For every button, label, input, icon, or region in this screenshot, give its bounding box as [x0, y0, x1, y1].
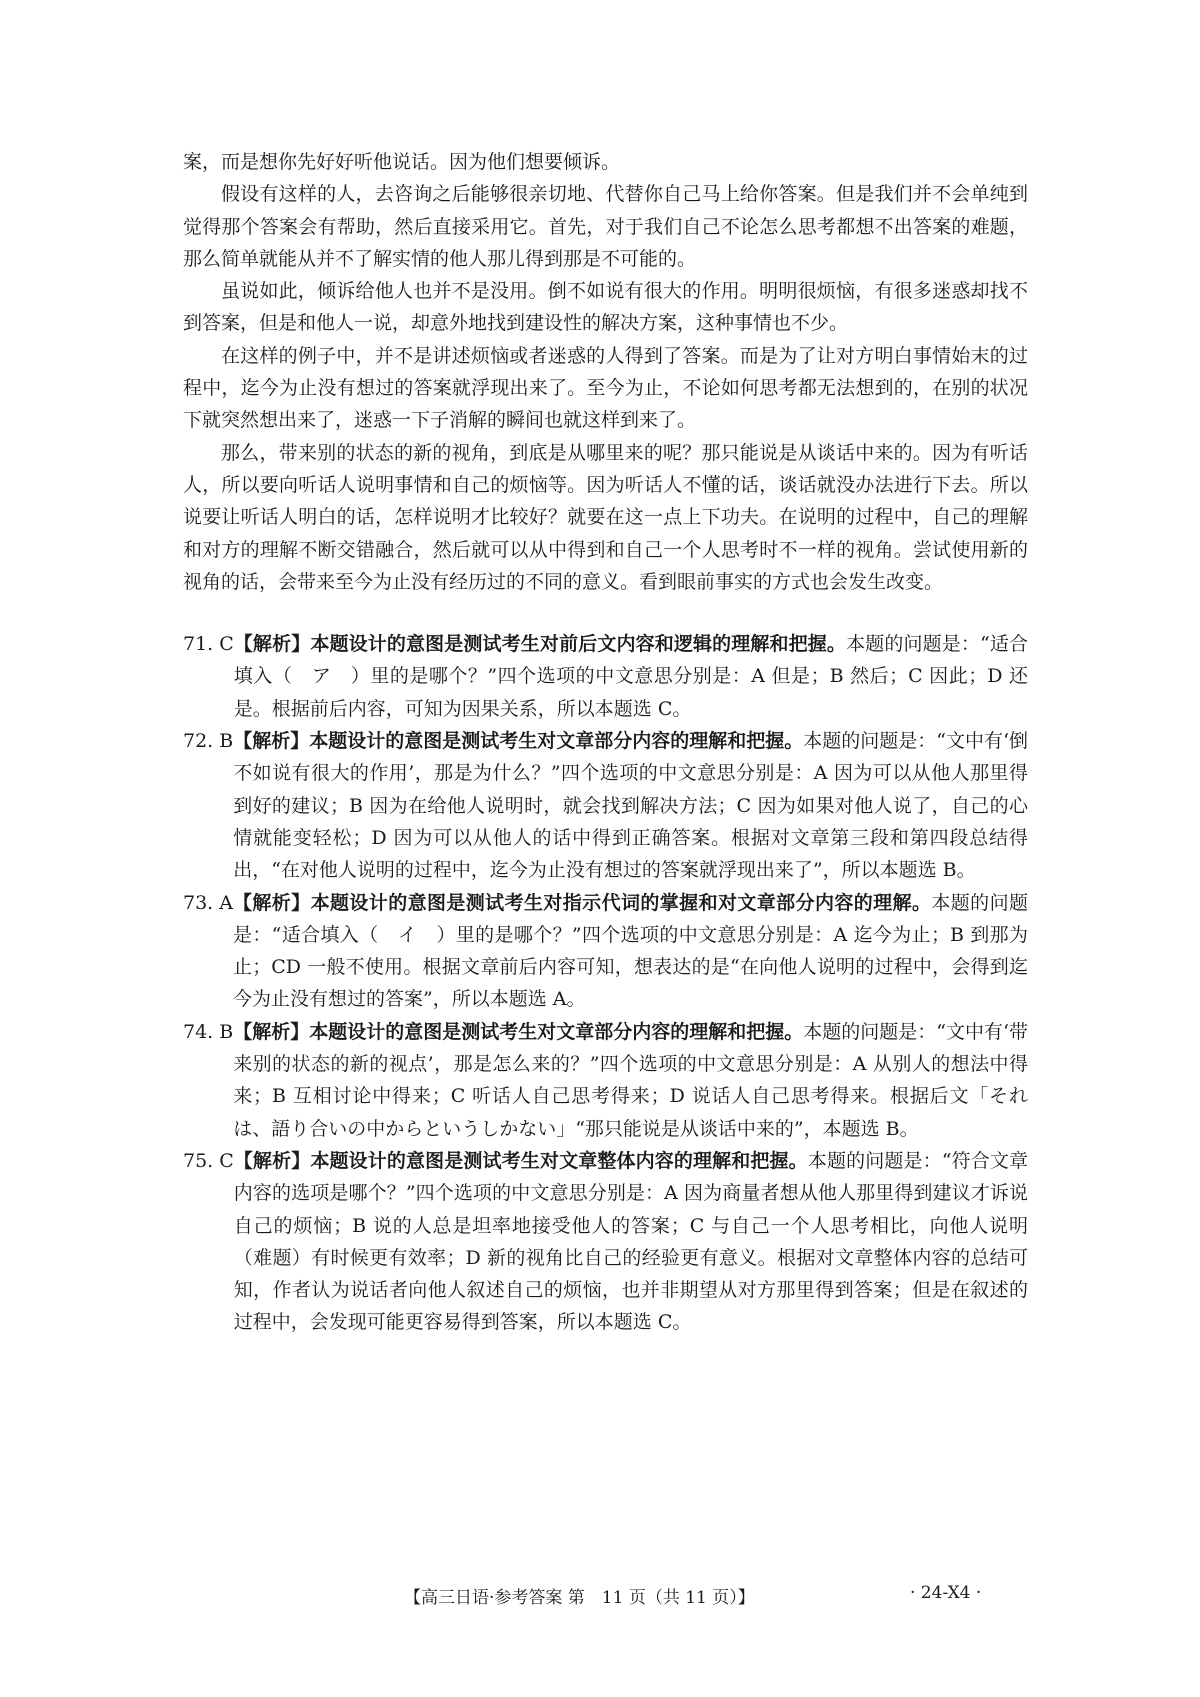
answer-item-74 — [183, 1016, 1028, 1145]
answer-body — [233, 887, 1028, 1016]
answer-item-71 — [183, 628, 1028, 725]
footer-page-info: 【高三日语·参考答案 第 11 页（共 11 页）】 — [404, 1588, 755, 1608]
paragraph: 虽说如此，倾诉给他人也并不是没用。倒不如说有很大的作用。明明很烦恼，有很多迷惑却找不到答案，但是和他人一说，却意外地找到建设性的解决方案，这种事情也不少。 — [183, 280, 1028, 335]
analysis-tag: 【解析】 — [233, 1020, 310, 1043]
answer-text: 本题的问题是：“适合填入（ ア ）里的是哪个？”四个选项的中文意思分别是：A 但是；B 然后；C 因此；D 还是。根据前后内容，可知为因果关系，所以本题选 C。 — [233, 633, 1028, 720]
intent-statement: 本题设计的意图是测试考生对文章整体内容的理解和把握。 — [310, 1149, 808, 1172]
answer-number: 72. B — [183, 730, 234, 753]
paragraph: 在这样的例子中，并不是讲述烦恼或者迷惑的人得到了答案。而是为了让对方明白事情始末的过程中，迄今为止没有想过的答案就浮现出来了。至今为止，不论如何思考都无法想到的，在别的状况下就突然想出来了，迷惑一下子消解的瞬间也就这样到来了。 — [183, 344, 1028, 432]
answer-body — [234, 628, 1028, 725]
analysis-tag: 【解析】 — [233, 633, 311, 656]
answer-text: 本题的问题是：“文中有‘倒不如说有很大的作用’，那是为什么？”四个选项的中文意思分别是：A 因为可以从他人那里得到好的建议；B 因为在给他人说明时，就会找到解决方法；C 因为如果对他人说了，自己的心情就能变轻松；D 因为可以从他人的话中得到正确答案。根据对文章第三段和第四段总结得出，“在对他人说明的过程中，迄今为止没有想过的答案就浮现出来了”，所以本题选 B。 — [233, 730, 1029, 882]
answer-text: 本题的问题是：“适合填入（ イ ）里的是哪个？”四个选项的中文意思分别是：A 迄今为止；B 到那为止；CD 一般不使用。根据文章前后内容可知，想表达的是“在向他人说明的过程中，会得到迄今为止没有想过的答案”，所以本题选 A。 — [232, 891, 1028, 1011]
answer-item-73 — [183, 887, 1028, 1016]
analysis-tag: 【解析】 — [233, 730, 310, 753]
answer-body — [233, 1016, 1028, 1145]
intent-statement: 本题设计的意图是测试考生对文章部分内容的理解和把握。 — [309, 1020, 804, 1043]
answer-explanations — [183, 628, 1028, 1339]
answer-body — [234, 1145, 1028, 1339]
answer-number: 71. C — [183, 633, 234, 656]
document-body — [183, 146, 1028, 1339]
answer-text: 本题的问题是：“符合文章内容的选项是哪个？”四个选项的中文意思分别是：A 因为商量者想从他人那里得到建议才诉说自己的烦恼；B 说的人总是坦率地接受他人的答案；C 与自己一个人思考相比，向他人说明（难题）有时候更有效率；D 新的视角比自己的经验更有意义。根据对文章整体内容的总结可知，作者认为说话者向他人叙述自己的烦恼，也并非期望从对方那里得到答案；但是在叙述的过程中，会发现可能更容易得到答案，所以本题选 C。 — [233, 1149, 1028, 1334]
answer-body — [233, 725, 1028, 886]
intent-statement: 本题设计的意图是测试考生对文章部分内容的理解和把握。 — [309, 730, 804, 753]
intent-statement: 本题设计的意图是测试考生对指示代词的掌握和对文章部分内容的理解。 — [310, 891, 932, 914]
answer-item-72 — [183, 725, 1028, 886]
paragraph: 假设有这样的人，去咨询之后能够很亲切地、代替你自己马上给你答案。但是我们并不会单纯到觉得那个答案会有帮助，然后直接采用它。首先，对于我们自己不论怎么思考都想不出答案的难题，那么简单就能从并不了解实情的他人那儿得到那是不可能的。 — [183, 183, 1028, 270]
answer-number: 75. C — [183, 1149, 234, 1172]
answer-number: 74. B — [183, 1020, 234, 1043]
footer-code: · 24-X4 · — [910, 1583, 982, 1603]
paragraph-continuation: 案，而是想你先好好听他说话。因为他们想要倾诉。 — [183, 151, 621, 173]
intent-statement: 本题设计的意图是测试考生对前后文内容和逻辑的理解和把握。 — [310, 633, 847, 656]
answer-text: 本题的问题是：“文中有‘带来别的状态的新的视点’，那是怎么来的？”四个选项的中文意思分别是：A 从别人的想法中得来；B 互相讨论中得来；C 听话人自己思考得来；D 说话人自己思考得来。根据后文「それは、語り合いの中からというしかない」“那只能说是从谈话中来的”，本题选 B。 — [233, 1020, 1029, 1140]
answer-item-75 — [183, 1145, 1028, 1339]
analysis-tag: 【解析】 — [232, 891, 311, 914]
answer-number: 73. A — [183, 891, 233, 914]
analysis-tag: 【解析】 — [233, 1149, 311, 1172]
paragraph: 那么，带来别的状态的新的视角，到底是从哪里来的呢？那只能说是从谈话中来的。因为有听话人，所以要向听话人说明事情和自己的烦恼等。因为听话人不懂的话，谈话就没办法进行下去。所以说要让听话人明白的话，怎样说明才比较好？就要在这一点上下功夫。在说明的过程中，自己的理解和对方的理解不断交错融合，然后就可以从中得到和自己一个人思考时不一样的视角。尝试使用新的视角的话，会带来至今为止没有经历过的不同的意义。看到眼前事实的方式也会发生改变。 — [183, 441, 1028, 593]
